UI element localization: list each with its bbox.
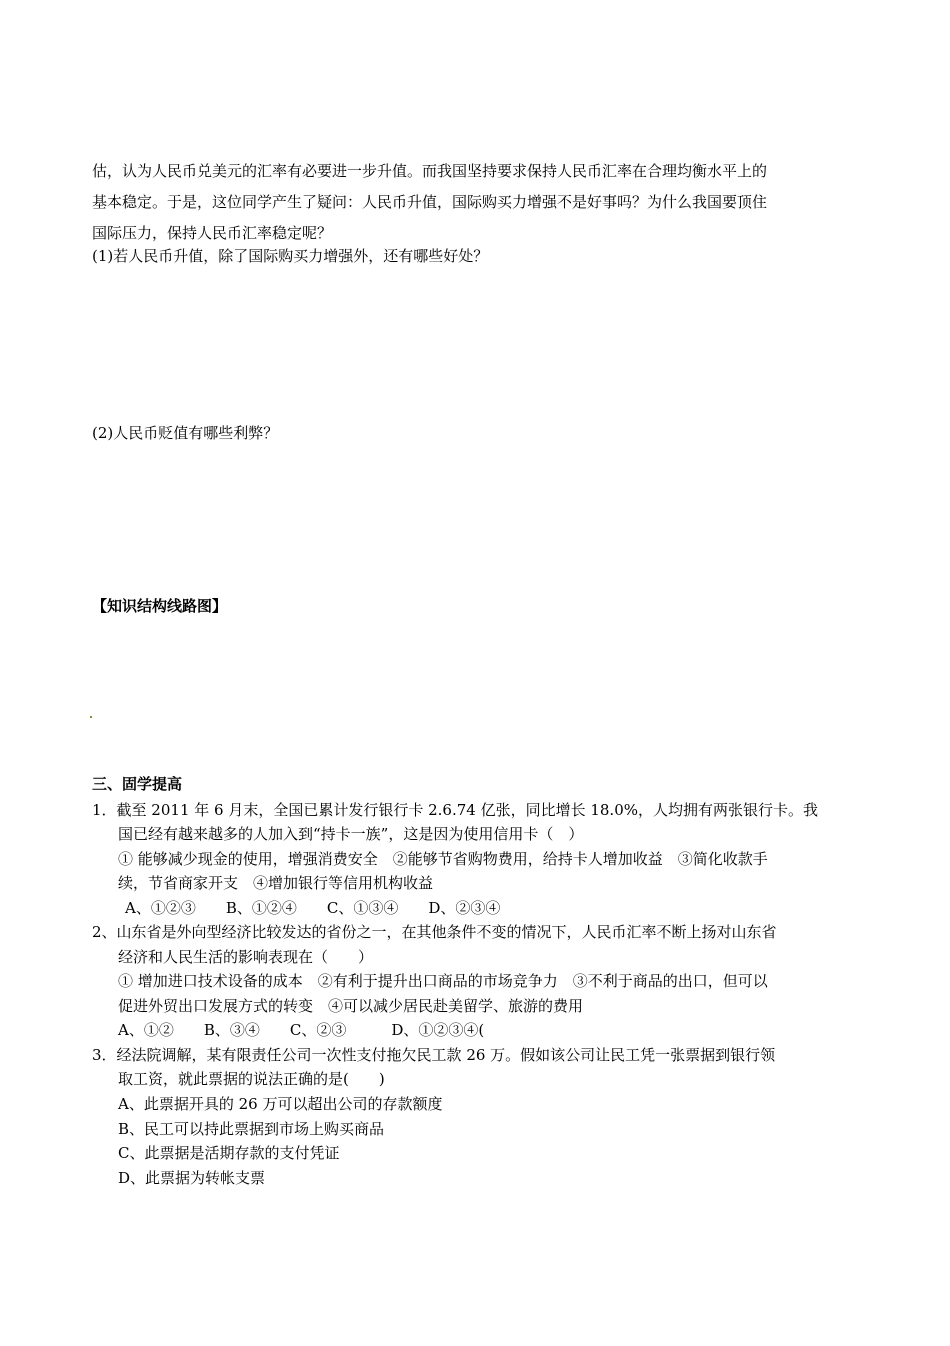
question-1: (1)若人民币升值，除了国际购买力增强外，还有哪些好处？ [92, 247, 489, 265]
q3-option-a: A、此票据开具的 26 万可以超出公司的存款额度 [118, 1095, 443, 1113]
q3-line-1: 3．经法院调解，某有限责任公司一次性支付拖欠民工款 26 万。假如该公司让民工凭一张票据到银行领 [92, 1046, 776, 1064]
stray-dot [90, 716, 92, 718]
q3-line-2: 取工资，就此票据的说法正确的是( ) [118, 1070, 385, 1088]
q3-option-b: B、民工可以持此票据到市场上购买商品 [118, 1120, 385, 1138]
intro-line-1: 估，认为人民币兑美元的汇率有必要进一步升值。而我国坚持要求保持人民币汇率在合理均衡水平上的 [92, 162, 768, 180]
q3-option-d: D、此票据为转帐支票 [118, 1169, 266, 1187]
q1-line-2: 国已经有越来越多的人加入到“持卡一族”，这是因为使用信用卡（ ） [118, 825, 584, 843]
q2-line-1: 2、山东省是外向型经济比较发达的省份之一，在其他条件不变的情况下，人民币汇率不断上扬对山东省 [92, 923, 777, 941]
q3-option-c: C、此票据是活期存款的支付凭证 [118, 1144, 340, 1162]
q2-line-2: 经济和人民生活的影响表现在（ ） [118, 948, 374, 966]
q1-line-1: 1．截至 2011 年 6 月末，全国已累计发行银行卡 2.6.74 亿张，同比增长 18.0%，人均拥有两张银行卡。我 [92, 801, 819, 819]
q1-line-4: 续，节省商家开支 ④增加银行等信用机构收益 [118, 874, 434, 892]
question-2: (2)人民币贬值有哪些利弊？ [92, 424, 279, 442]
section-3-heading: 三、固学提高 [92, 775, 183, 793]
q1-line-3: ① 能够减少现金的使用，增强消费安全 ②能够节省购物费用，给持卡人增加收益 ③简化收款手 [118, 850, 768, 868]
q2-line-4: 促进外贸出口发展方式的转变 ④可以减少居民赴美留学、旅游的费用 [118, 997, 584, 1015]
knowledge-structure-heading: 【知识结构线路图】 [92, 597, 228, 615]
q1-options: A、①②③ B、①②④ C、①③④ D、②③④ [125, 899, 501, 917]
q2-line-3: ① 增加进口技术设备的成本 ②有利于提升出口商品的市场竞争力 ③不利于商品的出口，但可以 [118, 972, 768, 990]
intro-line-3: 国际压力，保持人民币汇率稳定呢？ [92, 224, 333, 242]
intro-line-2: 基本稳定。于是，这位同学产生了疑问：人民币升值，国际购买力增强不是好事吗？为什么我国要顶住 [92, 193, 768, 211]
q2-options: A、①② B、③④ C、②③ D、①②③④( [118, 1021, 485, 1039]
